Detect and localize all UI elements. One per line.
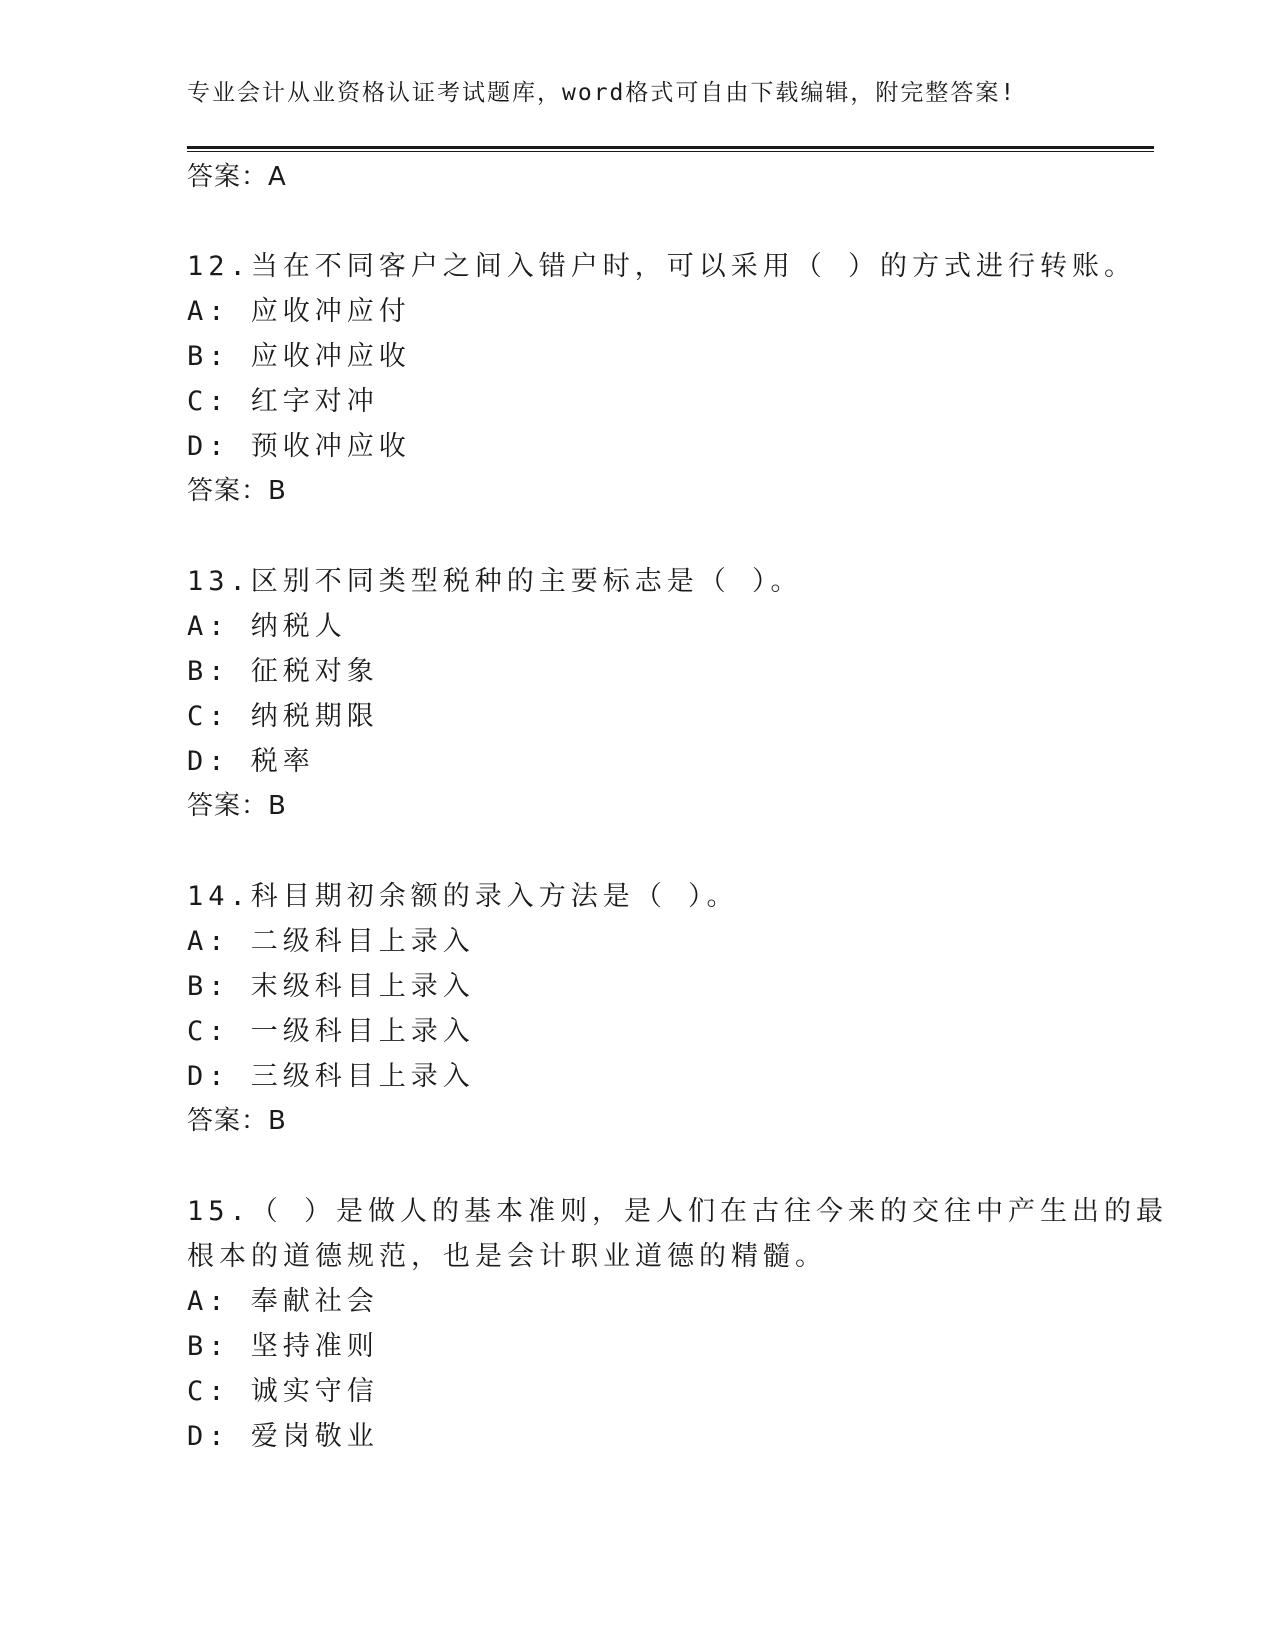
option-c: C: 红字对冲 — [187, 386, 379, 417]
question-stem: 13.区别不同类型税种的主要标志是（ ）。 — [187, 566, 803, 597]
question-stem: 14.科目期初余额的录入方法是（ ）。 — [187, 881, 739, 912]
option-a: A: 应收冲应付 — [187, 296, 411, 327]
option-b: B: 征税对象 — [187, 656, 379, 687]
answer: 答案：B — [187, 791, 287, 821]
question-stem-line-1: 15.（ ）是做人的基本准则，是人们在古往今来的交往中产生出的最 — [187, 1196, 1169, 1227]
option-d: D: 三级科目上录入 — [187, 1061, 475, 1092]
option-b: B: 坚持准则 — [187, 1331, 379, 1362]
option-d: D: 爱岗敬业 — [187, 1421, 379, 1452]
option-d: D: 预收冲应收 — [187, 431, 411, 462]
option-b: B: 末级科目上录入 — [187, 971, 475, 1002]
answer: 答案：B — [187, 476, 287, 506]
header-text: 专业会计从业资格认证考试题库，word格式可自由下载编辑，附完整答案! — [187, 80, 1017, 106]
option-a: A: 纳税人 — [187, 611, 347, 642]
option-d: D: 税率 — [187, 746, 315, 777]
option-c: C: 纳税期限 — [187, 701, 379, 732]
question-stem-line-2: 根本的道德规范，也是会计职业道德的精髓。 — [187, 1241, 827, 1272]
answer: 答案：B — [187, 1106, 287, 1136]
option-a: A: 二级科目上录入 — [187, 926, 475, 957]
option-b: B: 应收冲应收 — [187, 341, 411, 372]
option-c: C: 一级科目上录入 — [187, 1016, 475, 1047]
option-c: C: 诚实守信 — [187, 1376, 379, 1407]
header-rule-thin — [187, 151, 1154, 152]
header-rule-thick — [187, 146, 1154, 149]
option-a: A: 奉献社会 — [187, 1286, 379, 1317]
prev-answer: 答案：A — [187, 162, 287, 192]
question-stem: 12.当在不同客户之间入错户时，可以采用（ ）的方式进行转账。 — [187, 251, 1137, 282]
